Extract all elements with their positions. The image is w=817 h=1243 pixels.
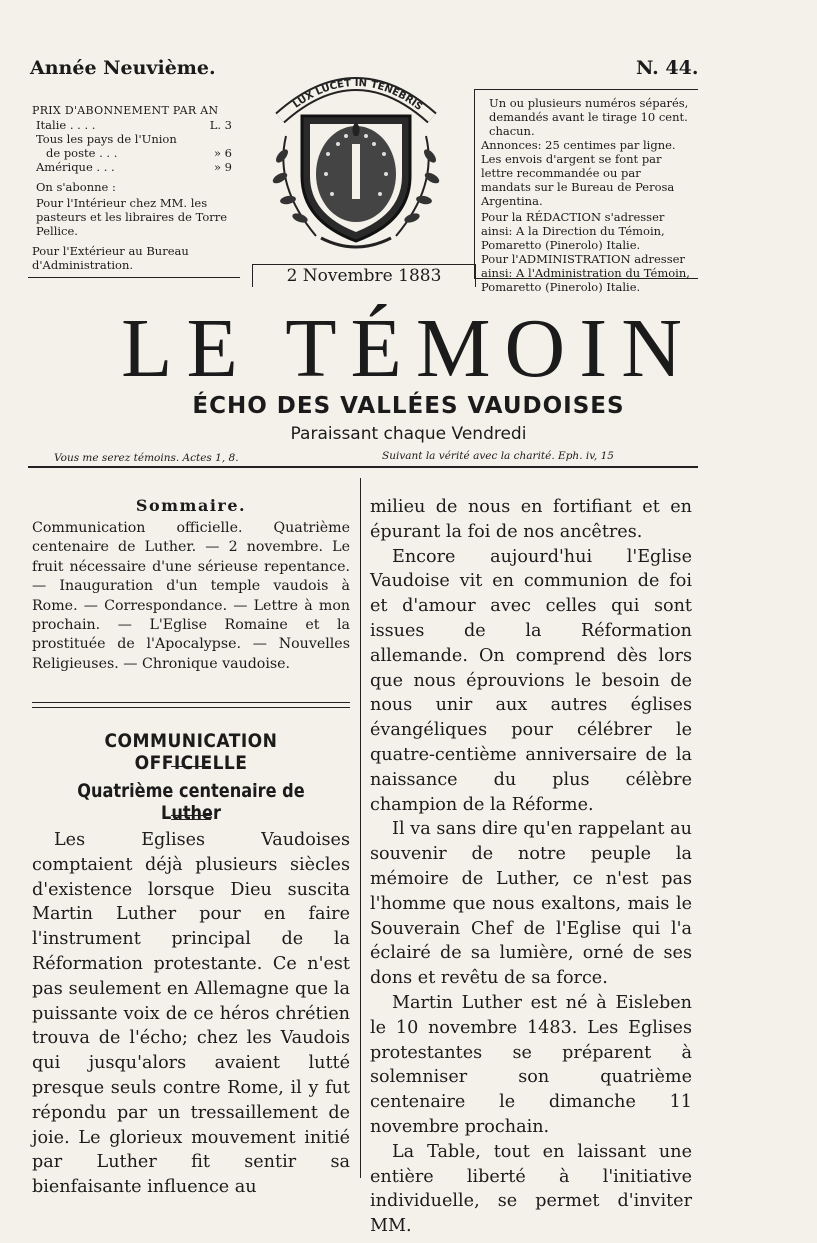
price-row [32,146,236,160]
interieur-note: Pour l'Intérieur chez MM. les pasteurs et les libraires de Torre Pellice. [36,196,228,238]
price-label: Tous les pays de l'Union [36,132,177,146]
year-label: Année Neuvième. [30,57,216,79]
article-column-left [32,828,350,1200]
emblem-motto: LUX LUCET IN TENEBRIS [291,77,425,113]
article-heading: Quatrième centenaire de Luther [77,780,305,824]
newspaper-title: LE TÉMOIN [121,302,696,395]
section-rule [32,702,350,708]
article-paragraph: Les Eglises Vaudoises comptaient déjà plusieurs siècles d'existence lorsque Dieu suscita Martin Luther pour en faire l'instrument principal de la Réformation protestante. Ce n'est pas seulement en Allemagne que la puissante voix de ce héros chrétien trouva de l'écho; chez les Vaudois qui jusqu'alors avaient lutté presque seuls contre Rome, il y fut répondu par un tressaillement de joie. Le glorieux mouvement initié par Luther fit sentir sa bienfaisante influence au [32,830,350,1198]
subscription-heading: PRIX D'ABONNEMENT PAR AN [32,104,219,117]
svg-text:LUX LUCET IN TENEBRIS [291,78,424,113]
article-column-right [370,495,692,1239]
price-value: L. 3 [209,118,232,132]
short-rule [171,766,211,767]
article-paragraph: La Table, tout en laissant une entière liberté à l'initiative individuelle, se permet d'inviter MM. [370,1141,692,1237]
price-value: » 9 [213,160,232,174]
notice-envois: Les envois d'argent se font par lettre recommandée ou par mandats sur le Bureau de Perosa Argentina. [481,152,675,208]
price-value: » 6 [213,146,232,160]
epigraph-right: Suivant la vérité avec la charité. Eph. iv, 15 [382,450,614,462]
column-divider [360,478,361,1178]
price-label: Amérique . . . [36,160,115,174]
short-rule [171,815,211,816]
notice-administration: Pour l'ADMINISTRATION adresser ainsi: A l'Administration du Témoin, Pomaretto (Pinerolo) Italie. [481,252,690,294]
issue-number: N. 44. [636,57,699,79]
notice-redaction: Pour la RÉDACTION s'adresser ainsi: A la Direction du Témoin, Pomaretto (Pinerolo) Italie. [481,210,665,252]
article-paragraph: Il va sans dire qu'en rappelant au souvenir de notre peuple la mémoire de Luther, ce n'est pas l'homme que nous exaltons, mais le Souverain Chef de l'Eglise qui l'a éclairé de sa lumière, orné de ses dons et revêtu de sa force. [370,819,692,989]
notice-annonces: Annonces: 25 centimes par ligne. [481,138,676,152]
publication-frequency: Paraissant chaque Vendredi [290,424,527,444]
price-label: Italie . . . . [36,118,96,132]
price-label: de poste . . . [46,146,118,160]
epigraph-left: Vous me serez témoins. Actes 1, 8. [54,452,239,464]
exterieur-note: Pour l'Extérieur au Bureau d'Administration. [32,244,189,272]
price-row [32,118,236,132]
short-rule [171,819,211,820]
newspaper-subtitle: ÉCHO DES VALLÉES VAUDOISES [192,393,625,419]
on-sabonne: On s'abonne : [36,180,116,194]
article-paragraph: Martin Luther est né à Eisleben le 10 novembre 1483. Les Eglises protestantes se préparent à solemniser son quatrième centenaire le dimanche 11 novembre prochain. [370,992,692,1137]
article-paragraph: Encore aujourd'hui l'Eglise Vaudoise vit en communion de foi et d'amour avec celles qui sont issues de la Réformation allemande. On comprend dès lors que nous éprouvions le besoin de nous unir aux autres églises évangéliques pour célébrer le quatre-centième anniversaire de la naissance du plus célèbre champion de la Réforme. [370,546,692,815]
notice-numbers: Un ou plusieurs numéros séparés, demandés avant le tirage 10 cent. chacun. [489,96,689,138]
notices-box [474,89,698,294]
sommaire-heading: Sommaire. [135,496,247,515]
article-paragraph: milieu de nous en fortifiant et en épurant la foi de nos ancêtres. [370,497,692,542]
section-heading: COMMUNICATION OFFICIELLE [104,730,278,774]
emblem-seal [246,56,466,266]
sommaire-text [32,519,350,674]
masthead-rule [28,466,698,468]
price-row [32,132,236,146]
issue-date: 2 Novembre 1883 [252,264,476,287]
subscription-box [28,100,240,278]
price-row [32,160,236,174]
sommaire-body: Communication officielle. Quatrième centenaire de Luther. — 2 novembre. Le fruit nécessaire d'une sérieuse repentance. — Inauguration d'un temple vaudois à Rome. — Correspondance. — Lettre à mon prochain. — L'Eglise Romaine et la prostituée de l'Apocalypse. — Nouvelles Religieuses. — Chronique vaudoise. [32,520,350,672]
